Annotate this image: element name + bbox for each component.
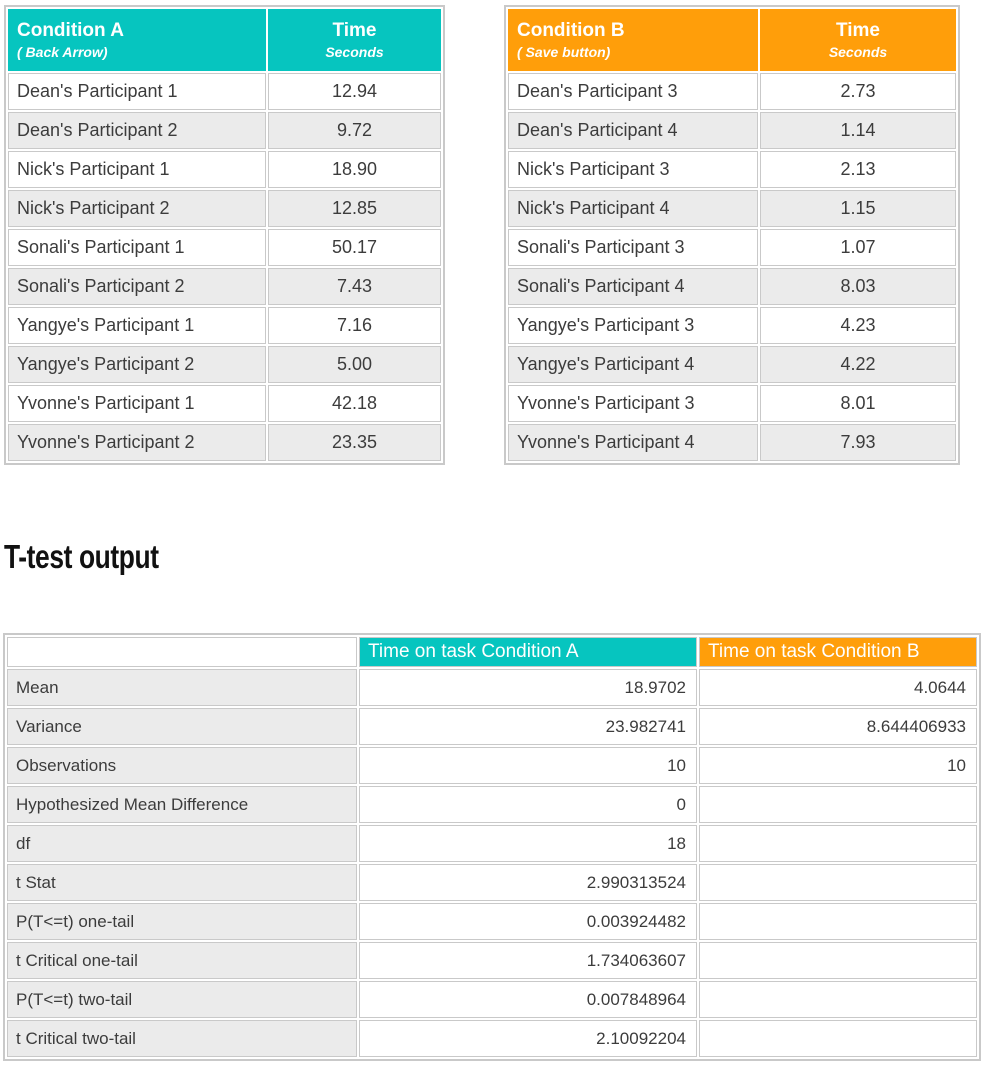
stat-value-b-cell [699,1020,977,1057]
table-row [8,151,441,188]
stat-label-cell: Mean [7,669,357,706]
stat-value-a-cell: 0.003924482 [359,903,697,940]
participant-label-cell: Nick's Participant 2 [8,190,266,227]
stat-value-b-cell [699,786,977,823]
stat-label-cell: Variance [7,708,357,745]
stat-value-b-cell [699,903,977,940]
condition-b-subtitle: ( Save button) [517,44,611,60]
stat-label-cell: P(T<=t) two-tail [7,981,357,1018]
table-row [508,307,956,344]
time-value-cell: 12.94 [268,73,441,110]
condition-a-table [4,5,445,465]
time-value-cell: 8.03 [760,268,956,305]
table-row [8,307,441,344]
participant-label-cell: Nick's Participant 1 [8,151,266,188]
table-row [8,190,441,227]
stat-label-cell: df [7,825,357,862]
time-value-cell: 7.16 [268,307,441,344]
time-value-cell: 9.72 [268,112,441,149]
participant-label-cell: Yvonne's Participant 4 [508,424,758,461]
time-value-cell: 1.15 [760,190,956,227]
table-row [8,73,441,110]
condition-a-time-header-cell [268,9,441,71]
ttest-corner-cell [7,637,357,667]
participant-label-cell: Yangye's Participant 4 [508,346,758,383]
table-row [8,346,441,383]
time-value-cell: 50.17 [268,229,441,266]
stat-value-a-cell: 18 [359,825,697,862]
condition-b-header-cell [508,9,758,71]
condition-a-subtitle: ( Back Arrow) [17,44,108,60]
stat-value-a-cell: 1.734063607 [359,942,697,979]
table-row [508,151,956,188]
participant-label-cell: Sonali's Participant 2 [8,268,266,305]
time-value-cell: 7.43 [268,268,441,305]
stat-value-a-cell: 18.9702 [359,669,697,706]
stat-label-cell: Observations [7,747,357,784]
time-value-cell: 18.90 [268,151,441,188]
stat-label-cell: t Stat [7,864,357,901]
participant-label-cell: Dean's Participant 3 [508,73,758,110]
table-row [7,864,977,901]
participant-label-cell: Yangye's Participant 2 [8,346,266,383]
stat-label-cell: Hypothesized Mean Difference [7,786,357,823]
stat-value-a-cell: 23.982741 [359,708,697,745]
table-row [7,981,977,1018]
time-value-cell: 12.85 [268,190,441,227]
stat-value-b-cell [699,942,977,979]
time-value-cell: 5.00 [268,346,441,383]
time-value-cell: 1.14 [760,112,956,149]
participant-label-cell: Dean's Participant 1 [8,73,266,110]
condition-a-title: Condition A [17,20,124,41]
table-row [508,112,956,149]
ttest-condition-a-header: Time on task Condition A [359,637,697,667]
table-row [8,385,441,422]
condition-b-header-row [508,9,956,71]
stat-value-b-cell [699,864,977,901]
participant-label-cell: Dean's Participant 4 [508,112,758,149]
table-row [508,268,956,305]
condition-a-header-cell [8,9,266,71]
stat-value-b-cell: 10 [699,747,977,784]
page-title: T-test output [4,538,159,575]
stat-value-a-cell: 2.990313524 [359,864,697,901]
table-row [7,669,977,706]
stat-value-b-cell: 8.644406933 [699,708,977,745]
stat-label-cell: P(T<=t) one-tail [7,903,357,940]
table-row [508,229,956,266]
stat-label-cell: t Critical one-tail [7,942,357,979]
table-row [7,942,977,979]
time-value-cell: 4.23 [760,307,956,344]
participant-label-cell: Dean's Participant 2 [8,112,266,149]
table-row [8,112,441,149]
time-column-unit: Seconds [828,44,888,60]
stat-value-b-cell: 4.0644 [699,669,977,706]
participant-label-cell: Yangye's Participant 3 [508,307,758,344]
table-row [508,424,956,461]
table-row [8,229,441,266]
time-value-cell: 8.01 [760,385,956,422]
participant-label-cell: Sonali's Participant 4 [508,268,758,305]
table-row [7,786,977,823]
table-row [8,268,441,305]
stat-value-b-cell [699,825,977,862]
time-value-cell: 4.22 [760,346,956,383]
table-row [7,747,977,784]
ttest-table [3,633,981,1061]
time-value-cell: 2.13 [760,151,956,188]
participant-label-cell: Nick's Participant 3 [508,151,758,188]
stat-value-a-cell: 0 [359,786,697,823]
table-row [508,346,956,383]
stat-value-a-cell: 2.10092204 [359,1020,697,1057]
participant-label-cell: Yvonne's Participant 2 [8,424,266,461]
table-row [7,708,977,745]
stat-value-a-cell: 0.007848964 [359,981,697,1018]
stat-value-b-cell [699,981,977,1018]
condition-a-header-row [8,9,441,71]
time-value-cell: 23.35 [268,424,441,461]
table-row [508,73,956,110]
time-value-cell: 7.93 [760,424,956,461]
time-column-title: Time [835,20,880,41]
time-value-cell: 42.18 [268,385,441,422]
condition-b-title: Condition B [517,20,625,41]
ttest-header-row [7,637,977,667]
time-column-title: Time [332,20,377,41]
stat-value-a-cell: 10 [359,747,697,784]
condition-b-time-header-cell [760,9,956,71]
table-row [8,424,441,461]
ttest-condition-b-header: Time on task Condition B [699,637,977,667]
table-row [508,190,956,227]
time-column-unit: Seconds [325,44,384,60]
participant-label-cell: Yvonne's Participant 3 [508,385,758,422]
participant-label-cell: Nick's Participant 4 [508,190,758,227]
table-row [7,1020,977,1057]
condition-b-table [504,5,960,465]
participant-label-cell: Sonali's Participant 3 [508,229,758,266]
table-row [7,903,977,940]
participant-label-cell: Yvonne's Participant 1 [8,385,266,422]
table-row [508,385,956,422]
time-value-cell: 1.07 [760,229,956,266]
participant-label-cell: Sonali's Participant 1 [8,229,266,266]
table-row [7,825,977,862]
time-value-cell: 2.73 [760,73,956,110]
participant-label-cell: Yangye's Participant 1 [8,307,266,344]
stat-label-cell: t Critical two-tail [7,1020,357,1057]
